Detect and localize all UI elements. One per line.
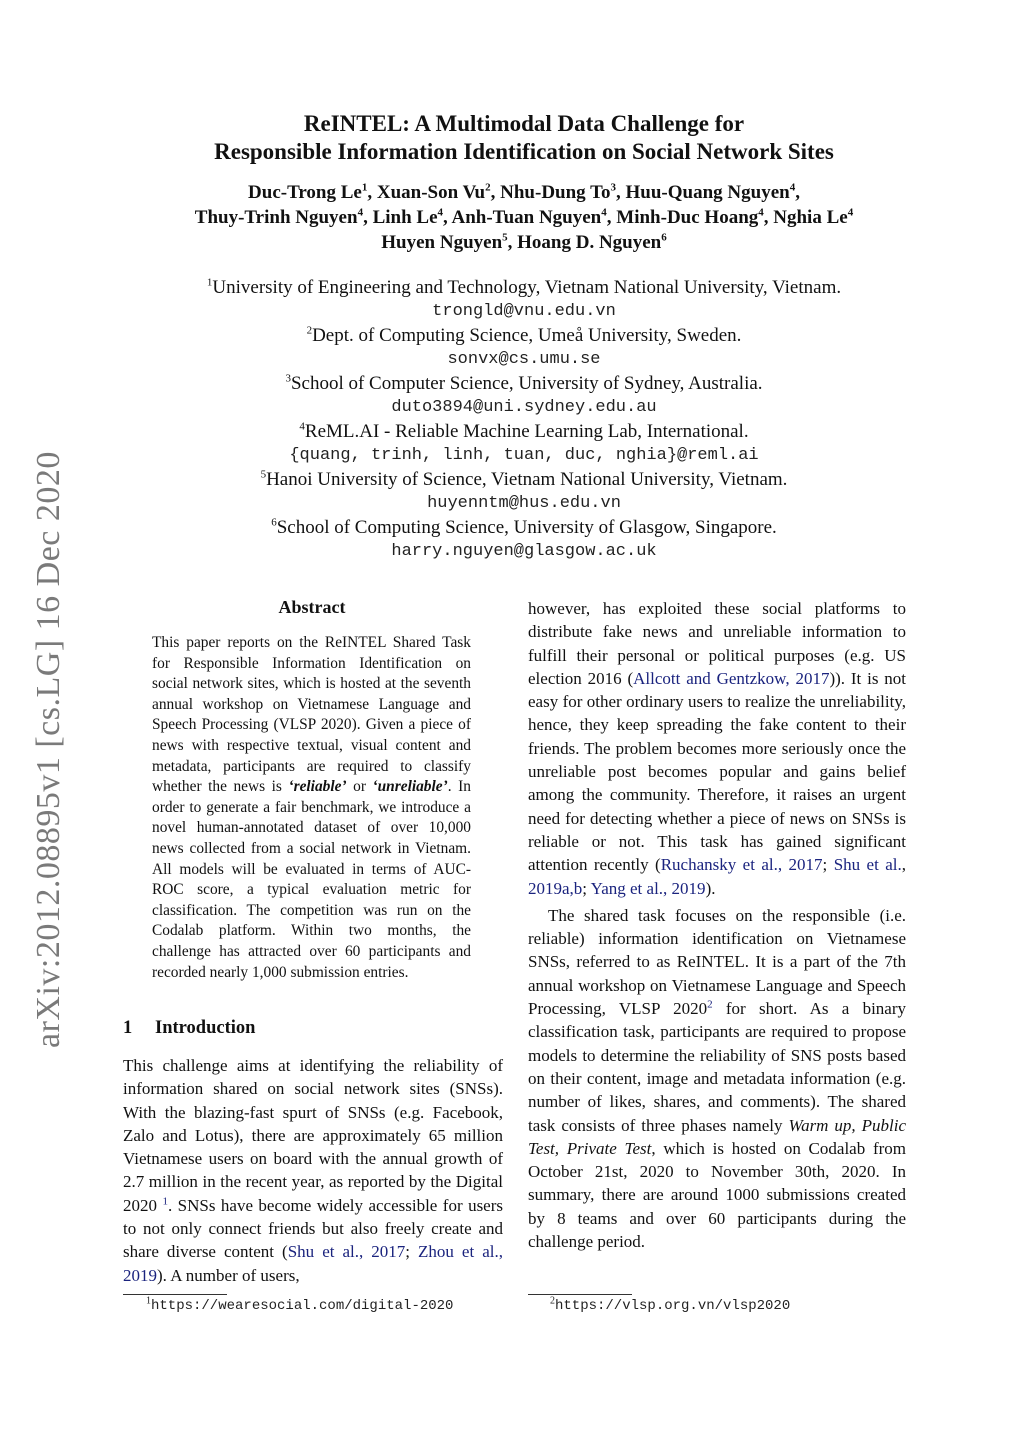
- author-affil-sup: 4: [601, 206, 607, 219]
- citation-link[interactable]: Ruchansky et al., 2017: [660, 855, 823, 875]
- affil-sup: 4: [299, 420, 305, 433]
- affil-name: School of Computer Science, University of Sydney, Australia.: [290, 373, 763, 394]
- intro-paragraph-1-continued: [528, 597, 906, 900]
- author-line-1: Duc-Trong Le$^1$, Xuan-Son Vu$^2$, Nhu-Dung To$^3$, Huu-Quang Nguyen$^4$,: [248, 181, 800, 203]
- abstract-heading: Abstract: [278, 597, 346, 617]
- footnote-url[interactable]: https://wearesocial.com/digital-2020: [151, 1298, 454, 1314]
- text-run: for short. As a binary classification task, participants are required to propose models to determine the reliability of SNS posts based on their content, image and metadata information (e.g. number of likes, shares, and comments). The shared task consists of three phases namely: [528, 999, 906, 1135]
- affil-email[interactable]: duto3894@uni.sydney.edu.au: [391, 398, 657, 417]
- text-run: ).: [705, 878, 716, 898]
- intro-paragraph-1: [123, 1054, 503, 1287]
- affiliation-4: [110, 420, 938, 444]
- text-run: ). A number of users,: [157, 1265, 300, 1285]
- title-line-2: Responsible Information Identification on Social Network Sites: [214, 139, 834, 164]
- author-name: Nhu-Dung To: [500, 182, 611, 203]
- author-line-3: Huyen Nguyen$^5$, Hoang D. Nguyen$^6$: [381, 231, 667, 253]
- citation-link[interactable]: Shu et al.: [833, 855, 902, 875]
- label-reliable: ‘reliable’: [288, 778, 347, 796]
- text-run: ;: [822, 855, 834, 875]
- footnote-number: 2: [550, 1295, 555, 1307]
- author-name: Minh-Duc Hoang: [616, 207, 759, 228]
- citation-link[interactable]: Yang et al., 2019: [590, 878, 706, 898]
- abstract-part: or: [346, 778, 373, 796]
- footnote-number: 1: [146, 1295, 151, 1307]
- author-name: Linh Le: [372, 207, 438, 228]
- affil-sup: 3: [285, 372, 291, 385]
- author-list: [110, 180, 938, 255]
- text-run: ;: [582, 878, 591, 898]
- text-run: however, has exploited these social platforms to distribute fake news and unreliable information to fulfill their personal or political purposes (e.g. US election 2016 (: [528, 599, 906, 688]
- affiliation-list: [110, 276, 938, 564]
- affil-email[interactable]: harry.nguyen@glasgow.ac.uk: [391, 542, 657, 561]
- text-run: This challenge aims at identifying the reliability of information shared on social network sites (SNSs). With the blazing-fast spurt of SNSs (e.g. Facebook, Zalo and Lotus), there are approximately 65 million Vietnamese users on board with the annual growth of 2.7 million in the recent year, as reported by the Digital 2020: [123, 1056, 503, 1215]
- author-name: Hoang D. Nguyen: [517, 232, 662, 253]
- author-affil-sup: 6: [661, 231, 667, 244]
- author-affil-sup: 2: [485, 181, 491, 194]
- author-affil-sup: 5: [502, 231, 508, 244]
- affil-name: ReML.AI - Reliable Machine Learning Lab, International.: [304, 421, 749, 442]
- author-name: Huu-Quang Nguyen: [625, 182, 790, 203]
- label-unreliable: ‘unreliable’: [372, 778, 448, 796]
- citation-link[interactable]: Allcott and Gentzkow, 2017: [633, 668, 830, 688]
- abstract-part: This paper reports on the ReINTEL Shared Task for Responsible Information Identification on social network sites, which is hosted at the seventh annual workshop on Vietnamese Language and Speech Processing (VLSP 2020). Given a piece of news with respective textual, visual content and metadata, participants are required to classify whether the news is: [152, 634, 471, 796]
- author-line-2: Thuy-Trinh Nguyen$^4$, Linh Le$^4$, Anh-Tuan Nguyen$^4$, Minh-Duc Hoang$^4$, Nghia Le$^4$: [194, 206, 854, 228]
- abstract-part: . In order to generate a fair benchmark, we introduce a novel human-annotated dataset of over 10,000 news collected from a social network in Vietnam. All models will be evaluated in terms of AUC-ROC score, a typical evaluation metric for classification. The competition was run on the Codalab platform. Within two months, the challenge has attracted over 60 participants and recorded nearly 1,000 submission entries.: [152, 778, 471, 981]
- author-affil-sup: 3: [610, 181, 617, 194]
- title-line-1: ReINTEL: A Multimodal Data Challenge for: [303, 111, 745, 136]
- affil-email[interactable]: trongld@vnu.edu.vn: [432, 302, 616, 321]
- footnote-2: [550, 1295, 791, 1314]
- text-run: The shared task focuses on the responsible (i.e. reliable) information identification on Vietnamese SNSs, referred to as ReINTEL. It is a part of the 7th annual workshop on Vietnamese Language and Speech Processing, VLSP 2020: [528, 905, 906, 1019]
- intro-paragraph-2: [528, 904, 906, 1253]
- author-affil-sup: 4: [437, 206, 444, 219]
- abstract-text: [152, 633, 471, 983]
- author-name: Duc-Trong Le: [248, 182, 362, 203]
- affil-sup: 5: [260, 468, 267, 481]
- affil-name: School of Computing Science, University of Glasgow, Singapore.: [276, 517, 777, 538]
- author-name: Anh-Tuan Nguyen: [451, 207, 602, 228]
- author-affil-sup: 4: [789, 181, 796, 194]
- footnote-rule-left: [123, 1294, 227, 1295]
- text-run: , which is hosted on Codalab from October 21st, 2020 to November 30th, 2020. In summary, there are around 1000 submissions created by 8 teams and over 60 participants during the challenge period.: [528, 1138, 906, 1252]
- right-column: [528, 597, 906, 1253]
- citation-link[interactable]: 2019a,b: [528, 878, 583, 898]
- affil-email[interactable]: {quang, trinh, linh, tuan, duc, nghia}@reml.ai: [289, 446, 759, 465]
- author-name: Thuy-Trinh Nguyen: [194, 207, 358, 228]
- author-affil-sup: 4: [357, 206, 364, 219]
- footnote-rule-right: [528, 1294, 632, 1295]
- citation-link[interactable]: Shu et al., 2017: [287, 1242, 406, 1262]
- section-heading-introduction: [123, 1018, 503, 1039]
- affil-sup: 1: [206, 276, 213, 289]
- footnote-ref-1[interactable]: 1: [162, 1195, 168, 1208]
- affil-name: Dept. of Computing Science, Umeå University, Sweden.: [312, 325, 742, 346]
- text-run: ;: [405, 1242, 419, 1262]
- text-run: ,: [901, 855, 906, 875]
- citation-link[interactable]: Zhou et al., 2019: [123, 1242, 503, 1285]
- text-run: . SNSs have become widely accessible for users to not only connect friends but also freely create and share diverse content (: [123, 1195, 504, 1262]
- paper-title: [110, 110, 938, 166]
- phase-names: Warm up, Public Test, Private Test: [528, 1115, 907, 1158]
- affiliation-2: [110, 324, 938, 348]
- affil-sup: 2: [306, 324, 313, 337]
- affil-email[interactable]: sonvx@cs.umu.se: [447, 350, 601, 369]
- affil-name: University of Engineering and Technology, Vietnam National University, Vietnam.: [212, 277, 842, 298]
- affil-sup: 6: [271, 516, 277, 529]
- section-number: 1: [123, 1018, 133, 1038]
- author-affil-sup: 1: [361, 181, 368, 194]
- section-title: Introduction: [155, 1018, 256, 1038]
- affiliation-3: [110, 372, 938, 396]
- footnote-ref-2[interactable]: 2: [707, 998, 713, 1011]
- arxiv-identifier-stamp: arXiv:2012.08895v1 [cs.LG] 16 Dec 2020: [30, 451, 67, 1049]
- affil-name: Hanoi University of Science, Vietnam National University, Vietnam.: [266, 469, 788, 490]
- author-affil-sup: 4: [847, 206, 854, 219]
- affil-email[interactable]: huyenntm@hus.edu.vn: [427, 494, 621, 513]
- footnote-1: [146, 1295, 454, 1314]
- text-run: )). It is not easy for other ordinary users to realize the unreliability, hence, they keep spreading the fake content to their friends. The problem becomes more seriously once the unreliable post becomes popular and gains belief among the community. Therefore, it raises an urgent need for detecting whether a piece of news on SNSs is reliable or not. This task has gained significant attention recently (: [528, 668, 906, 875]
- author-name: Xuan-Son Vu: [376, 182, 486, 203]
- affiliation-5: [110, 468, 938, 492]
- footnote-url[interactable]: https://vlsp.org.vn/vlsp2020: [555, 1298, 791, 1314]
- affiliation-6: [110, 516, 938, 540]
- author-name: Nghia Le: [773, 207, 848, 228]
- author-name: Huyen Nguyen: [381, 232, 503, 253]
- affiliation-1: [110, 276, 938, 300]
- author-affil-sup: 4: [758, 206, 764, 219]
